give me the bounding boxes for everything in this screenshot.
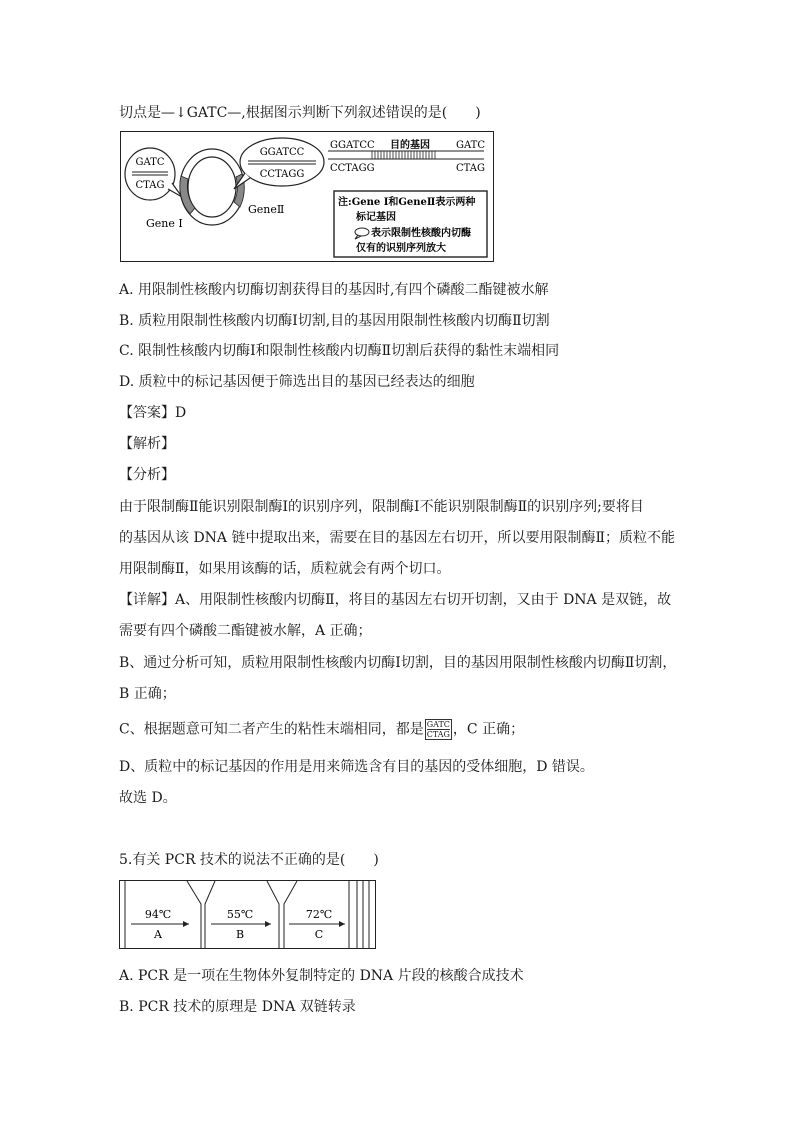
- temp-c: 72℃: [305, 908, 333, 921]
- temp-a: 94℃: [144, 908, 172, 921]
- question-4-stem: 切点是—↓GATC—,根据图示判断下列叙述错误的是( ): [119, 105, 481, 121]
- detail-line-4: B 正确；: [119, 686, 176, 702]
- label-c: C: [314, 928, 324, 941]
- analysis-line-3: 用限制酶Ⅱ，如果用该酶的话，质粒就会有两个切口。: [119, 561, 451, 577]
- detail-line-3: B、通过分析可知，质粒用限制性核酸内切酶Ⅰ切割，目的基因用限制性核酸内切酶Ⅱ切割，: [119, 655, 677, 671]
- analysis-line-2: 的基因从该 DNA 链中提取出来，需要在目的基因左右切开，所以要用限制酶Ⅱ；质粒不能: [119, 530, 675, 546]
- detail-c-prefix: C、根据题意可知二者产生的粘性末端相同，都是: [119, 721, 424, 738]
- speech-bubble-left: [125, 148, 175, 200]
- restriction-enzyme-figure: [120, 131, 494, 262]
- option-b: B. 质粒用限制性核酸内切酶Ⅰ切割,目的基因用限制性核酸内切酶Ⅱ切割: [119, 313, 550, 329]
- bubble-right-top: GGATCC: [259, 147, 305, 158]
- bubble-right-bottom: CCTAGG: [259, 169, 305, 180]
- jiexi-heading: 【解析】: [119, 436, 175, 452]
- detail-line-1: 【详解】A、用限制性核酸内切酶Ⅱ，将目的基因左右切开切割，又由于 DNA 是双链，故: [119, 592, 672, 608]
- detail-d-line: D、质粒中的标记基因的作用是用来筛选含有目的基因的受体细胞，D 错误。: [119, 759, 594, 775]
- option-c: C. 限制性核酸内切酶Ⅰ和限制性核酸内切酶Ⅱ切割后获得的黏性末端相同: [119, 343, 560, 359]
- detail-line-2: 需要有四个磷酸二酯键被水解，A 正确；: [119, 623, 372, 639]
- sticky-end-inline: [425, 719, 452, 740]
- dna-bottom-left: CCTAGG: [330, 163, 375, 174]
- q5-option-b: B. PCR 技术的原理是 DNA 双链转录: [119, 999, 356, 1015]
- bubble-left-top: GATC: [135, 157, 165, 168]
- detail-c-line: [119, 719, 524, 740]
- dna-top-left: GGATCC: [330, 140, 375, 151]
- question-5-stem: 5.有关 PCR 技术的说法不正确的是( ): [119, 852, 379, 868]
- note-line-1: 注:Gene Ⅰ和GeneⅡ表示两种: [338, 197, 476, 208]
- temp-b: 55℃: [226, 908, 254, 921]
- gene-1-label: Gene Ⅰ: [146, 217, 183, 230]
- sticky-end-top: GATC: [426, 720, 450, 729]
- detail-c-suffix: ，C 正确；: [452, 721, 525, 738]
- analysis-line-1: 由于限制酶Ⅱ能识别限制酶Ⅰ的识别序列，限制酶Ⅰ不能识别限制酶Ⅱ的识别序列;要将目: [119, 499, 644, 515]
- q5-option-a: A. PCR 是一项在生物体外复制特定的 DNA 片段的核酸合成技术: [119, 968, 524, 984]
- dna-target-gene-label: 目的基因: [390, 140, 430, 151]
- dna-base-pair-ticks: [372, 151, 435, 159]
- note-line-2: 标记基因: [356, 212, 396, 223]
- pcr-cycle-figure: [119, 880, 377, 950]
- dna-top-right: GATC: [456, 140, 485, 151]
- conclusion: 故选 D。: [119, 790, 177, 806]
- gene-1-segment: [180, 176, 195, 214]
- fenxi-heading: 【分析】: [119, 467, 175, 483]
- gene-2-label: GeneⅡ: [248, 203, 285, 216]
- sticky-end-bottom: CTAG: [426, 730, 450, 739]
- answer: 【答案】D: [119, 405, 187, 421]
- speech-bubble-icon: [355, 228, 369, 236]
- option-a: A. 用限制性核酸内切酶切割获得目的基因时,有四个磷酸二酯键被水解: [119, 282, 549, 298]
- bubble-left-bottom: CTAG: [135, 180, 165, 191]
- note-line-4: 仅有的识别序列放大: [356, 243, 446, 254]
- note-line-3: 表示限制性核酸内切酶: [371, 228, 471, 239]
- option-d: D. 质粒中的标记基因便于筛选出目的基因已经表达的细胞: [119, 374, 475, 390]
- dna-bottom-right: CTAG: [456, 163, 485, 174]
- label-b: B: [235, 928, 245, 941]
- label-a: A: [154, 928, 162, 941]
